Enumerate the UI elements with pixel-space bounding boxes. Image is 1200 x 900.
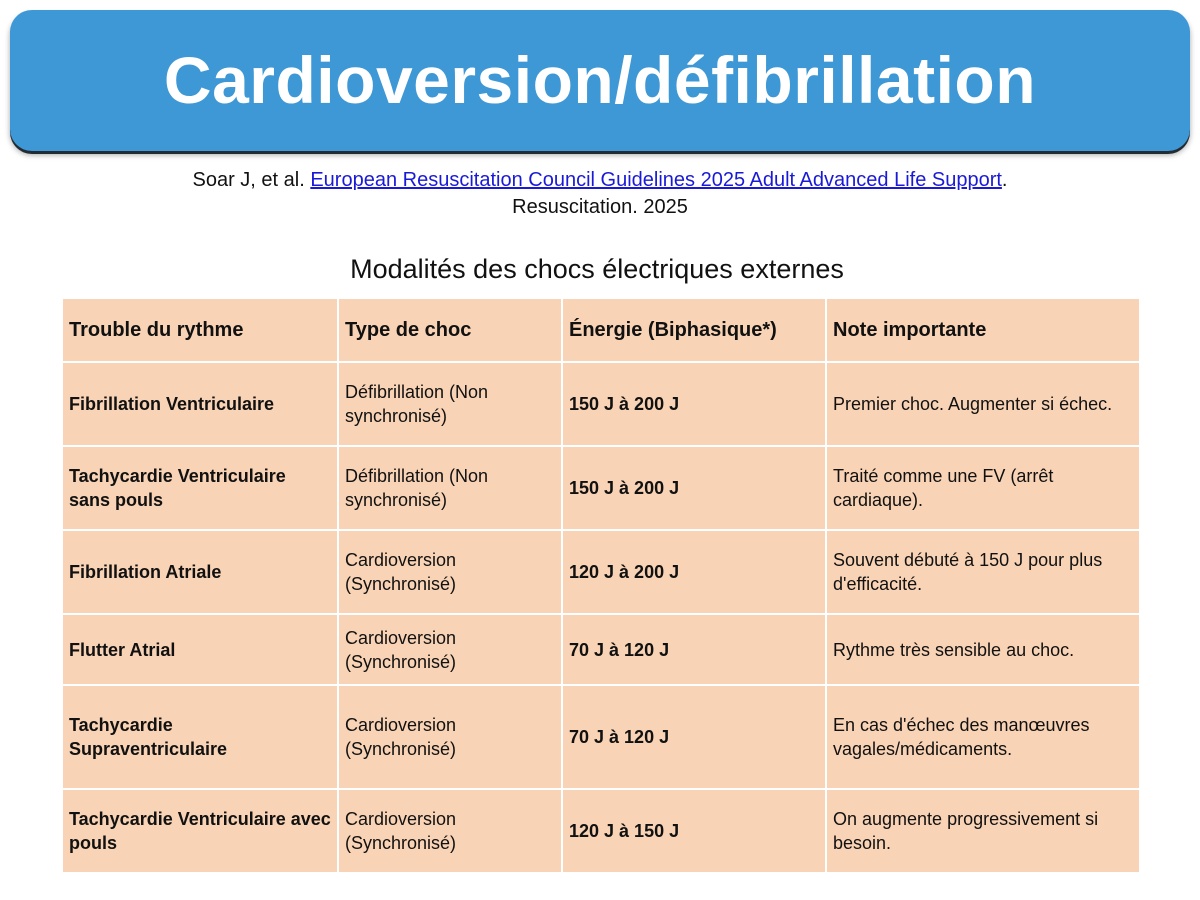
shock-type-cell: Cardioversion (Synchronisé) [338, 614, 562, 685]
citation-line-2: Resuscitation. 2025 [512, 196, 688, 218]
table-row [62, 789, 1140, 873]
citation-line-1 [0, 167, 1200, 194]
citation-link[interactable]: European Resuscitation Council Guidelines 2025 Adult Advanced Life Support [310, 169, 1002, 191]
table-subtitle: Modalités des chocs électriques externes [350, 254, 844, 284]
table-header-row [62, 298, 1140, 362]
note-cell: Traité comme une FV (arrêt cardiaque). [826, 446, 1140, 530]
shock-type-cell: Défibrillation (Non synchronisé) [338, 446, 562, 530]
note-cell: Premier choc. Augmenter si échec. [826, 362, 1140, 446]
rhythm-cell: Fibrillation Ventriculaire [62, 362, 338, 446]
table-row [62, 614, 1140, 685]
shock-type-cell: Défibrillation (Non synchronisé) [338, 362, 562, 446]
rhythm-cell: Flutter Atrial [62, 614, 338, 685]
page-title: Cardioversion/défibrillation [163, 42, 1037, 117]
rhythm-cell: Tachycardie Supraventriculaire [62, 685, 338, 789]
note-cell: Souvent débuté à 150 J pour plus d'efficacité. [826, 530, 1140, 614]
shock-modalities-table [61, 297, 1141, 874]
shock-type-cell: Cardioversion (Synchronisé) [338, 530, 562, 614]
table-row [62, 530, 1140, 614]
energy-cell: 120 J à 150 J [562, 789, 826, 873]
energy-cell: 120 J à 200 J [562, 530, 826, 614]
rhythm-cell: Fibrillation Atriale [62, 530, 338, 614]
shock-type-cell: Cardioversion (Synchronisé) [338, 685, 562, 789]
citation [0, 167, 1200, 221]
note-cell: On augmente progressivement si besoin. [826, 789, 1140, 873]
header-energy: Énergie (Biphasique*) [562, 298, 826, 362]
shock-type-cell: Cardioversion (Synchronisé) [338, 789, 562, 873]
rhythm-cell: Tachycardie Ventriculaire avec pouls [62, 789, 338, 873]
energy-cell: 150 J à 200 J [562, 446, 826, 530]
table-row [62, 362, 1140, 446]
header-note: Note importante [826, 298, 1140, 362]
table-row [62, 685, 1140, 789]
note-cell: Rythme très sensible au choc. [826, 614, 1140, 685]
note-cell: En cas d'échec des manœuvres vagales/médicaments. [826, 685, 1140, 789]
energy-cell: 150 J à 200 J [562, 362, 826, 446]
energy-cell: 70 J à 120 J [562, 685, 826, 789]
header-rhythm: Trouble du rythme [62, 298, 338, 362]
title-banner [10, 10, 1190, 151]
header-shock-type: Type de choc [338, 298, 562, 362]
citation-prefix: Soar J, et al. [192, 169, 311, 191]
energy-cell: 70 J à 120 J [562, 614, 826, 685]
rhythm-cell: Tachycardie Ventriculaire sans pouls [62, 446, 338, 530]
table-row [62, 446, 1140, 530]
citation-suffix: . [1001, 169, 1008, 191]
